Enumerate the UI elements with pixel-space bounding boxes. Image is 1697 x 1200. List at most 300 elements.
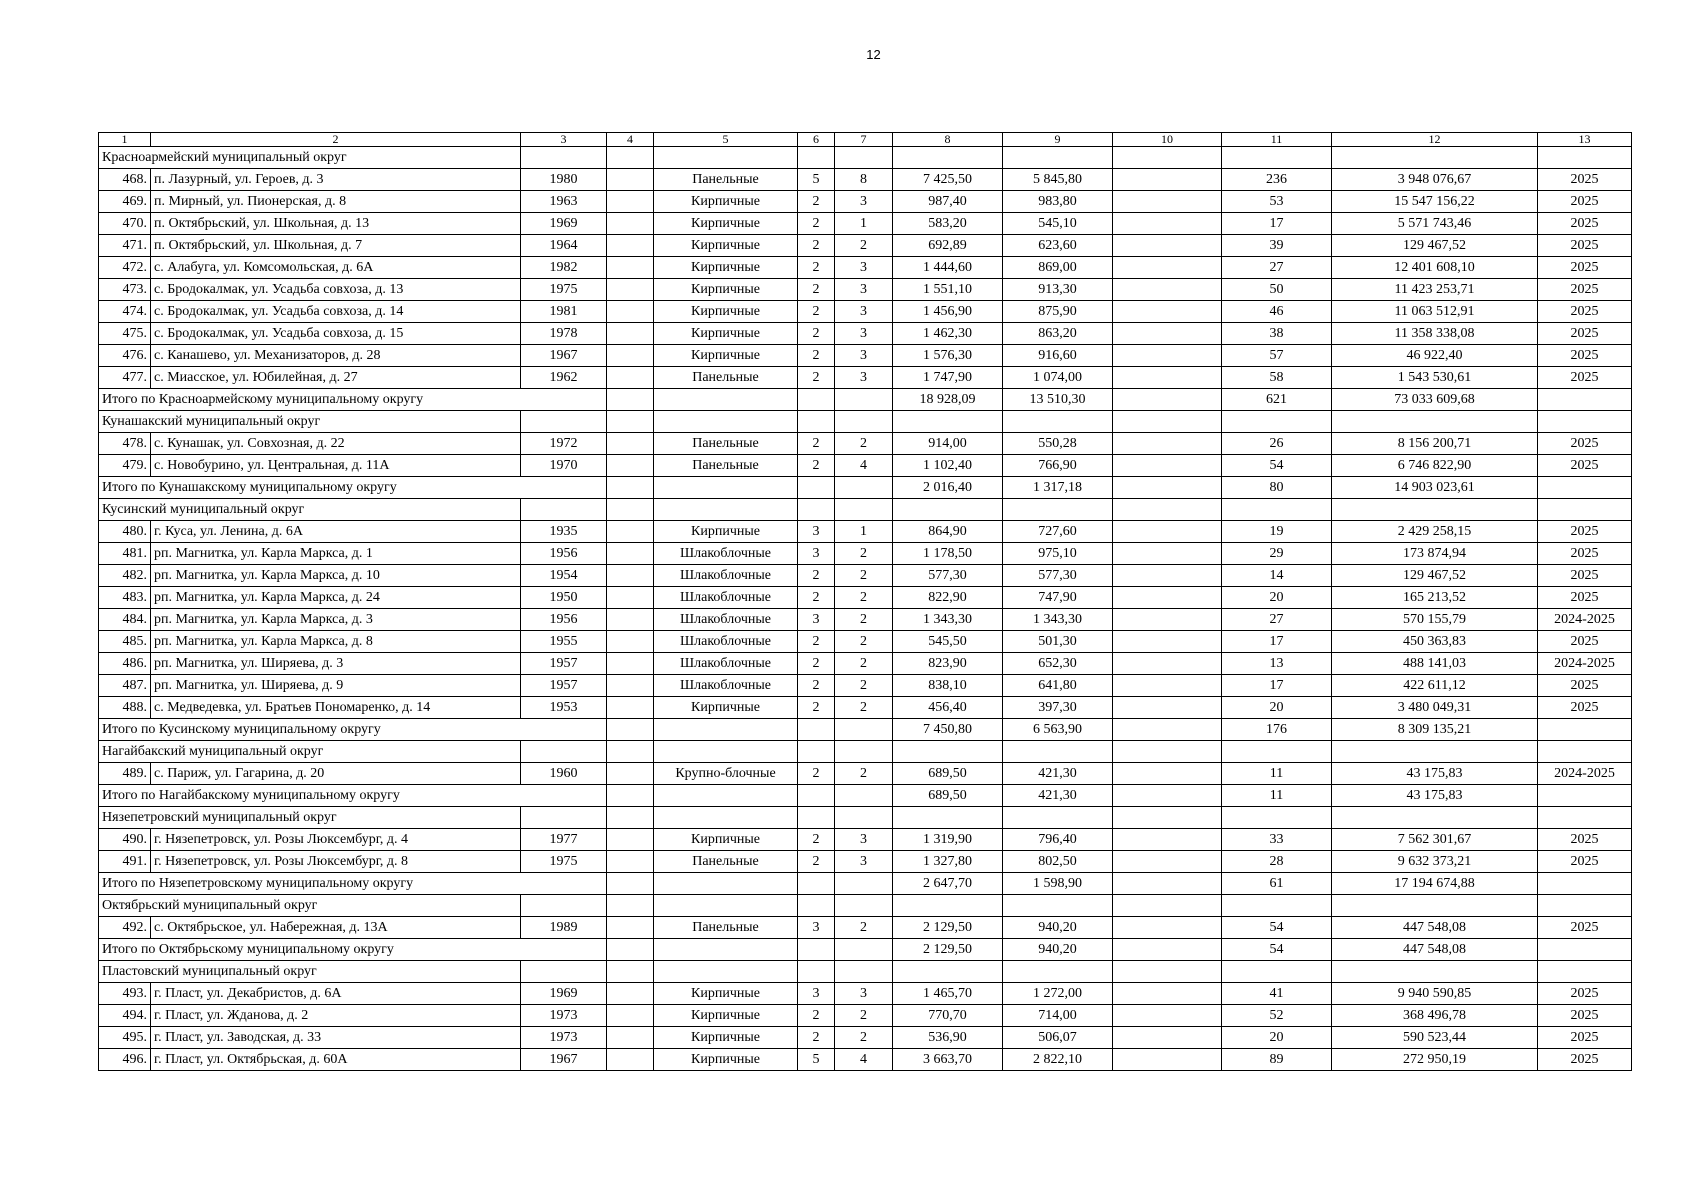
empty-cell [835,873,893,895]
empty-cell [1113,939,1222,961]
total-area: 3 663,70 [893,1049,1003,1071]
empty-cell [654,785,798,807]
floors: 3 [798,609,835,631]
column-number: 3 [521,133,607,147]
cost: 11 358 338,08 [1332,323,1538,345]
total-area: 545,50 [893,631,1003,653]
floors: 2 [798,367,835,389]
empty-cell [607,411,654,433]
repair-period: 2025 [1538,675,1632,697]
empty-cell [835,389,893,411]
year-built: 1989 [521,917,607,939]
row-number: 474. [99,301,151,323]
col-4 [607,169,654,191]
address: рп. Магнитка, ул. Ширяева, д. 3 [151,653,521,675]
table-row [99,851,1632,873]
wall-material: Кирпичные [654,191,798,213]
living-area: 1 317,18 [1003,477,1113,499]
table-row [99,653,1632,675]
wall-material: Кирпичные [654,213,798,235]
row-number: 475. [99,323,151,345]
cost: 129 467,52 [1332,235,1538,257]
year-built: 1957 [521,675,607,697]
year-built: 1954 [521,565,607,587]
total-area: 1 576,30 [893,345,1003,367]
col-10 [1113,191,1222,213]
entrances: 2 [835,763,893,785]
wall-material: Панельные [654,851,798,873]
cost: 1 543 530,61 [1332,367,1538,389]
total-area: 2 129,50 [893,917,1003,939]
cost: 590 523,44 [1332,1027,1538,1049]
entrances: 2 [835,631,893,653]
table-row [99,191,1632,213]
repair-period: 2025 [1538,433,1632,455]
entrances: 3 [835,279,893,301]
entrances: 3 [835,257,893,279]
entrances: 2 [835,675,893,697]
empty-cell [1003,807,1113,829]
living-area: 983,80 [1003,191,1113,213]
empty-cell [1538,719,1632,741]
empty-cell [798,939,835,961]
row-number: 473. [99,279,151,301]
address: с. Октябрьское, ул. Набережная, д. 13А [151,917,521,939]
row-number: 483. [99,587,151,609]
cost: 450 363,83 [1332,631,1538,653]
repair-period: 2025 [1538,367,1632,389]
residents: 621 [1222,389,1332,411]
repair-period: 2025 [1538,543,1632,565]
total-label: Итого по Нагайбакскому муниципальному округу [99,785,607,807]
empty-cell [607,477,654,499]
column-number: 10 [1113,133,1222,147]
empty-cell [1538,785,1632,807]
col-4 [607,653,654,675]
col-4 [607,367,654,389]
col-10 [1113,917,1222,939]
empty-cell [1538,895,1632,917]
total-area: 1 343,30 [893,609,1003,631]
total-label: Итого по Кунашакскому муниципальному округу [99,477,607,499]
address: с. Канашево, ул. Механизаторов, д. 28 [151,345,521,367]
floors: 2 [798,345,835,367]
total-area: 7 425,50 [893,169,1003,191]
year-built: 1953 [521,697,607,719]
col-10 [1113,609,1222,631]
address: г. Пласт, ул. Заводская, д. 33 [151,1027,521,1049]
year-built: 1950 [521,587,607,609]
residents: 39 [1222,235,1332,257]
total-area: 838,10 [893,675,1003,697]
col-10 [1113,169,1222,191]
year-built: 1967 [521,1049,607,1071]
empty-cell [521,499,607,521]
row-number: 480. [99,521,151,543]
empty-cell [1003,895,1113,917]
repair-period: 2025 [1538,213,1632,235]
entrances: 2 [835,543,893,565]
living-area: 796,40 [1003,829,1113,851]
floors: 3 [798,983,835,1005]
total-label: Итого по Красноармейскому муниципальному округу [99,389,607,411]
entrances: 2 [835,1005,893,1027]
empty-cell [1113,873,1222,895]
total-area: 536,90 [893,1027,1003,1049]
column-number: 2 [151,133,521,147]
floors: 2 [798,1005,835,1027]
residents: 17 [1222,631,1332,653]
total-area: 914,00 [893,433,1003,455]
col-4 [607,455,654,477]
col-4 [607,697,654,719]
column-number: 1 [99,133,151,147]
total-area: 18 928,09 [893,389,1003,411]
living-area: 802,50 [1003,851,1113,873]
total-area: 583,20 [893,213,1003,235]
living-area: 766,90 [1003,455,1113,477]
living-area: 1 074,00 [1003,367,1113,389]
year-built: 1970 [521,455,607,477]
col-10 [1113,235,1222,257]
floors: 2 [798,653,835,675]
repair-period: 2024-2025 [1538,653,1632,675]
residents: 54 [1222,455,1332,477]
wall-material: Шлакоблочные [654,653,798,675]
wall-material: Шлакоблочные [654,587,798,609]
total-area: 2 016,40 [893,477,1003,499]
floors: 2 [798,301,835,323]
entrances: 2 [835,697,893,719]
residents: 61 [1222,873,1332,895]
total-area: 1 178,50 [893,543,1003,565]
living-area: 1 598,90 [1003,873,1113,895]
row-number: 492. [99,917,151,939]
empty-cell [835,719,893,741]
cost: 488 141,03 [1332,653,1538,675]
column-number: 9 [1003,133,1113,147]
section-title: Нагайбакский муниципальный округ [99,741,521,763]
empty-cell [798,719,835,741]
floors: 2 [798,235,835,257]
living-area: 863,20 [1003,323,1113,345]
col-4 [607,565,654,587]
residents: 20 [1222,697,1332,719]
residents: 53 [1222,191,1332,213]
floors: 5 [798,169,835,191]
row-number: 481. [99,543,151,565]
section-header-row [99,147,1632,169]
row-number: 484. [99,609,151,631]
empty-cell [1003,147,1113,169]
cost: 6 746 822,90 [1332,455,1538,477]
total-area: 2 129,50 [893,939,1003,961]
col-10 [1113,653,1222,675]
floors: 5 [798,1049,835,1071]
floors: 2 [798,323,835,345]
empty-cell [607,873,654,895]
wall-material: Кирпичные [654,697,798,719]
empty-cell [654,873,798,895]
living-area: 421,30 [1003,785,1113,807]
empty-cell [654,411,798,433]
empty-cell [893,741,1003,763]
wall-material: Панельные [654,169,798,191]
empty-cell [607,719,654,741]
living-area: 501,30 [1003,631,1113,653]
address: рп. Магнитка, ул. Карла Маркса, д. 24 [151,587,521,609]
repair-period: 2025 [1538,565,1632,587]
cost: 11 423 253,71 [1332,279,1538,301]
empty-cell [798,895,835,917]
cost: 570 155,79 [1332,609,1538,631]
entrances: 3 [835,829,893,851]
year-built: 1957 [521,653,607,675]
living-area: 641,80 [1003,675,1113,697]
entrances: 8 [835,169,893,191]
empty-cell [607,785,654,807]
empty-cell [893,807,1003,829]
empty-cell [607,895,654,917]
empty-cell [1538,741,1632,763]
empty-cell [521,147,607,169]
section-header-row [99,895,1632,917]
col-10 [1113,367,1222,389]
repair-period: 2024-2025 [1538,609,1632,631]
empty-cell [835,939,893,961]
col-10 [1113,301,1222,323]
residents: 41 [1222,983,1332,1005]
table-row [99,367,1632,389]
floors: 2 [798,455,835,477]
living-area: 875,90 [1003,301,1113,323]
empty-cell [893,411,1003,433]
empty-cell [893,147,1003,169]
total-label: Итого по Октябрьскому муниципальному округу [99,939,607,961]
living-area: 916,60 [1003,345,1113,367]
table-row [99,917,1632,939]
empty-cell [1332,895,1538,917]
table-row [99,455,1632,477]
address: с. Бродокалмак, ул. Усадьба совхоза, д. 14 [151,301,521,323]
empty-cell [1113,785,1222,807]
entrances: 2 [835,565,893,587]
empty-cell [654,477,798,499]
cost: 15 547 156,22 [1332,191,1538,213]
empty-cell [893,961,1003,983]
col-10 [1113,345,1222,367]
total-row [99,785,1632,807]
cost: 3 480 049,31 [1332,697,1538,719]
table-row [99,587,1632,609]
col-4 [607,279,654,301]
row-number: 485. [99,631,151,653]
col-4 [607,609,654,631]
total-area: 2 647,70 [893,873,1003,895]
repair-period: 2025 [1538,323,1632,345]
row-number: 479. [99,455,151,477]
empty-cell [1113,147,1222,169]
total-area: 577,30 [893,565,1003,587]
living-area: 550,28 [1003,433,1113,455]
wall-material: Кирпичные [654,1005,798,1027]
col-10 [1113,213,1222,235]
repair-period: 2025 [1538,631,1632,653]
residents: 11 [1222,763,1332,785]
empty-cell [835,147,893,169]
total-row [99,939,1632,961]
empty-cell [1222,499,1332,521]
empty-cell [1538,411,1632,433]
wall-material: Кирпичные [654,257,798,279]
living-area: 652,30 [1003,653,1113,675]
repair-period: 2025 [1538,587,1632,609]
cost: 3 948 076,67 [1332,169,1538,191]
year-built: 1975 [521,279,607,301]
table-row [99,257,1632,279]
address: рп. Магнитка, ул. Карла Маркса, д. 3 [151,609,521,631]
living-area: 940,20 [1003,917,1113,939]
col-10 [1113,675,1222,697]
floors: 2 [798,191,835,213]
wall-material: Кирпичные [654,235,798,257]
residents: 29 [1222,543,1332,565]
year-built: 1960 [521,763,607,785]
col-10 [1113,829,1222,851]
total-area: 456,40 [893,697,1003,719]
residents: 176 [1222,719,1332,741]
empty-cell [798,411,835,433]
col-4 [607,983,654,1005]
wall-material: Шлакоблочные [654,543,798,565]
col-4 [607,917,654,939]
empty-cell [798,499,835,521]
row-number: 489. [99,763,151,785]
empty-cell [1222,961,1332,983]
col-10 [1113,323,1222,345]
section-title: Нязепетровский муниципальный округ [99,807,521,829]
empty-cell [1113,895,1222,917]
residents: 58 [1222,367,1332,389]
empty-cell [607,499,654,521]
cost: 447 548,08 [1332,939,1538,961]
empty-cell [1222,147,1332,169]
table-row [99,1049,1632,1071]
repair-period: 2025 [1538,1027,1632,1049]
wall-material: Кирпичные [654,521,798,543]
col-4 [607,631,654,653]
residents: 236 [1222,169,1332,191]
year-built: 1977 [521,829,607,851]
table-row [99,1027,1632,1049]
living-area: 397,30 [1003,697,1113,719]
repair-period: 2025 [1538,1005,1632,1027]
cost: 14 903 023,61 [1332,477,1538,499]
row-number: 476. [99,345,151,367]
address: рп. Магнитка, ул. Карла Маркса, д. 1 [151,543,521,565]
address: п. Октябрьский, ул. Школьная, д. 7 [151,235,521,257]
repair-period: 2025 [1538,1049,1632,1071]
empty-cell [893,499,1003,521]
column-number-row [99,133,1632,147]
empty-cell [1538,499,1632,521]
empty-cell [607,389,654,411]
empty-cell [798,785,835,807]
col-10 [1113,1005,1222,1027]
floors: 2 [798,851,835,873]
empty-cell [798,477,835,499]
wall-material: Кирпичные [654,983,798,1005]
table-row [99,301,1632,323]
empty-cell [1113,807,1222,829]
row-number: 487. [99,675,151,697]
cost: 9 940 590,85 [1332,983,1538,1005]
col-4 [607,1027,654,1049]
wall-material: Шлакоблочные [654,609,798,631]
total-label: Итого по Кусинскому муниципальному округу [99,719,607,741]
cost: 8 156 200,71 [1332,433,1538,455]
empty-cell [835,807,893,829]
row-number: 472. [99,257,151,279]
total-area: 987,40 [893,191,1003,213]
empty-cell [835,499,893,521]
empty-cell [1113,499,1222,521]
page-number: 12 [866,47,881,62]
empty-cell [607,961,654,983]
total-area: 823,90 [893,653,1003,675]
wall-material: Кирпичные [654,1049,798,1071]
col-10 [1113,587,1222,609]
entrances: 3 [835,345,893,367]
cost: 43 175,83 [1332,763,1538,785]
total-area: 1 319,90 [893,829,1003,851]
col-10 [1113,763,1222,785]
empty-cell [835,741,893,763]
residents: 80 [1222,477,1332,499]
total-area: 7 450,80 [893,719,1003,741]
living-area: 421,30 [1003,763,1113,785]
row-number: 494. [99,1005,151,1027]
cost: 9 632 373,21 [1332,851,1538,873]
empty-cell [521,895,607,917]
empty-cell [835,785,893,807]
residents: 38 [1222,323,1332,345]
empty-cell [835,477,893,499]
entrances: 3 [835,191,893,213]
row-number: 495. [99,1027,151,1049]
empty-cell [607,939,654,961]
table-row [99,609,1632,631]
residents: 28 [1222,851,1332,873]
living-area: 747,90 [1003,587,1113,609]
table-row [99,983,1632,1005]
col-10 [1113,1049,1222,1071]
column-number: 13 [1538,133,1632,147]
total-area: 1 551,10 [893,279,1003,301]
entrances: 4 [835,455,893,477]
address: п. Октябрьский, ул. Школьная, д. 13 [151,213,521,235]
living-area: 506,07 [1003,1027,1113,1049]
entrances: 3 [835,851,893,873]
col-10 [1113,697,1222,719]
empty-cell [798,741,835,763]
residents: 27 [1222,257,1332,279]
col-10 [1113,455,1222,477]
cost: 173 874,94 [1332,543,1538,565]
row-number: 486. [99,653,151,675]
col-4 [607,323,654,345]
empty-cell [1332,411,1538,433]
